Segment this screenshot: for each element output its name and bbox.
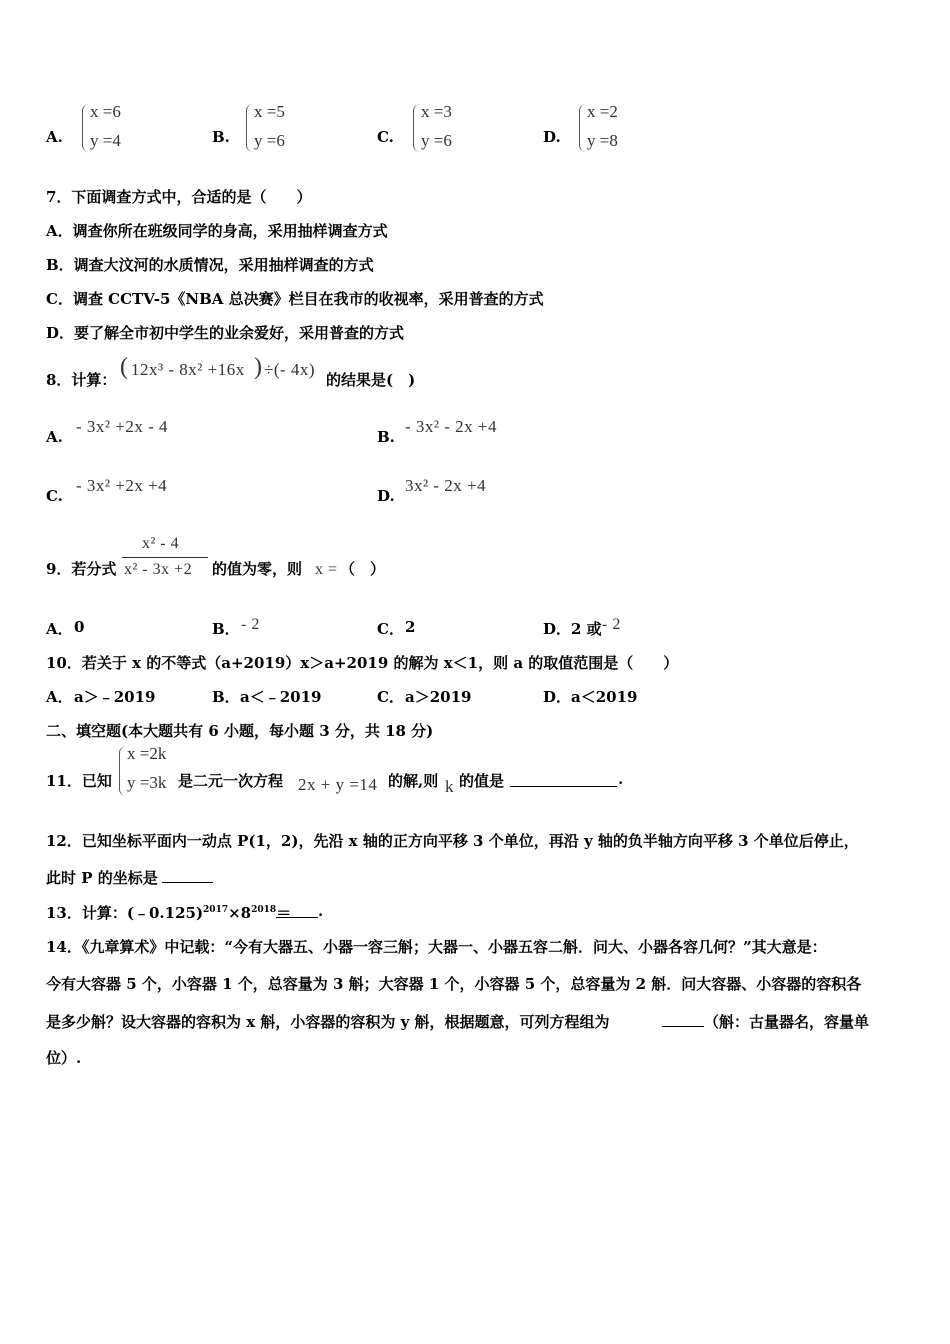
q8-option-b-label: B. <box>377 428 395 446</box>
q8-option-d-label: D. <box>377 487 395 505</box>
brace-icon <box>579 104 586 152</box>
q7-option-c: C．调查 CCTV-5《NBA 总决赛》栏目在我市的收视率，采用普查的方式 <box>46 290 544 308</box>
q8-option-c-label: C. <box>46 487 63 505</box>
q6-option-d-label: D. <box>543 128 561 146</box>
q13-end: . <box>318 902 324 920</box>
q10-option-b-label: B． <box>212 688 240 706</box>
q8-paren-close: ) <box>254 354 263 380</box>
q8-suffix: 的结果是( ) <box>326 371 416 389</box>
q12-line1: 12．已知坐标平面内一动点 P(1，2)，先沿 x 轴的正方向平移 3 个单位，再沿 y 轴的负半轴方向平移 3 个单位后停止， <box>46 832 859 850</box>
q6-option-a-label: A. <box>46 128 63 146</box>
q8-paren-open: ( <box>120 354 129 380</box>
q12-answer-blank[interactable] <box>162 866 213 883</box>
q11-suffix: 的值是 <box>459 772 505 790</box>
q7-option-b: B．调查大汶河的水质情况，采用抽样调查的方式 <box>46 256 374 274</box>
q6-option-c-label: C. <box>377 128 394 146</box>
q9-option-d-text: 2 或 <box>571 620 602 638</box>
q8-expr-body: 12x³ - 8x² +16x <box>131 360 245 379</box>
q6-option-c-line1: x =3 <box>421 102 452 121</box>
q6-option-a-line1: x =6 <box>90 102 121 121</box>
q6-option-d-line1: x =2 <box>587 102 618 121</box>
q10-option-c-text: a＞2019 <box>405 688 472 706</box>
q9-paren: （ ） <box>340 560 386 578</box>
brace-icon <box>246 104 253 152</box>
q9-option-d-label: D． <box>543 620 572 638</box>
q10-option-d-label: D． <box>543 688 572 706</box>
q11-end: . <box>618 770 624 788</box>
q11-k: k <box>445 777 454 796</box>
q13-exp2: 2018 <box>251 905 277 915</box>
q10-stem: 10．若关于 x 的不等式（a+2019）x＞a+2019 的解为 x＜1，则 a 的取值范围是（ ） <box>46 654 679 672</box>
q9-option-c-label: C． <box>377 620 404 638</box>
q9-option-a-label: A． <box>46 620 73 638</box>
q8-option-b-expr: - 3x² - 2x +4 <box>405 417 498 436</box>
q8-divisor: ÷(- 4x) <box>264 360 316 379</box>
q14-line4: 位）. <box>46 1049 82 1067</box>
q7-stem: 7．下面调查方式中，合适的是（ ） <box>46 188 312 206</box>
q7-option-a: A．调查你所在班级同学的身高，采用抽样调查方式 <box>46 222 388 240</box>
q13-answer-blank[interactable] <box>276 901 318 918</box>
q11-mid: 是二元一次方程 <box>178 772 284 790</box>
q6-option-a-line2: y =4 <box>90 131 121 150</box>
q9-x-equals: x = <box>315 561 338 578</box>
q13-prefix: 13．计算：(﹣0.125) <box>46 904 204 922</box>
q6-option-c-line2: y =6 <box>421 131 452 150</box>
q9-mid: 的值为零，则 <box>212 560 303 578</box>
q8-option-d-expr: 3x² - 2x +4 <box>405 476 487 495</box>
q9-option-d-text2: - 2 <box>602 616 621 633</box>
q6-option-b-line1: x =5 <box>254 102 285 121</box>
q9-prefix: 9．若分式 <box>46 560 117 578</box>
brace-icon <box>413 104 420 152</box>
q9-option-b-text: - 2 <box>241 616 260 633</box>
section-2-title: 二、填空题(本大题共有 6 小题，每小题 3 分，共 18 分) <box>46 722 434 740</box>
q9-option-b-label: B． <box>212 620 240 638</box>
q8-option-c-expr: - 3x² +2x +4 <box>76 476 168 495</box>
q13-exp1: 2017 <box>203 905 229 915</box>
q8-option-a-expr: - 3x² +2x - 4 <box>76 417 169 436</box>
q6-option-b-line2: y =6 <box>254 131 285 150</box>
q14-line2: 今有大容器 5 个，小容器 1 个，总容量为 3 斛；大容器 1 个，小容器 5 个，总容量为 2 斛．问大容器、小容器的容积各 <box>46 975 862 993</box>
q9-option-c-text: 2 <box>405 618 416 636</box>
q14-line1: 14．《九章算术》中记载：“今有大器五、小器一容三斛；大器一、小器五容二斛．问大、小器各容几何？”其大意是： <box>46 938 827 956</box>
q14-line3b: （斛：古量器名，容量单 <box>704 1013 870 1031</box>
q7-option-d: D．要了解全市初中学生的业余爱好，采用普查的方式 <box>46 324 405 342</box>
q10-option-a-text: a＞﹣2019 <box>74 688 156 706</box>
q13-eq: ＝ <box>276 904 292 922</box>
q10-option-b-text: a＜﹣2019 <box>240 688 322 706</box>
q13-times: ×8 <box>228 904 252 922</box>
brace-icon <box>82 104 89 152</box>
q8-prefix: 8．计算： <box>46 371 117 389</box>
q11-mid2: 的解,则 <box>388 772 439 790</box>
brace-icon <box>119 746 126 796</box>
q6-option-b-label: B. <box>212 128 230 146</box>
q13-expression <box>46 902 291 923</box>
q11-equation: 2x + y =14 <box>298 775 378 794</box>
q9-option-a-text: 0 <box>74 618 85 636</box>
q10-option-a-label: A． <box>46 688 73 706</box>
q11-line1: x =2k <box>127 744 167 763</box>
q14-answer-blank[interactable] <box>662 1010 704 1027</box>
q11-line2: y =3k <box>127 773 167 792</box>
q6-option-d-line2: y =8 <box>587 131 618 150</box>
q9-numerator: x² - 4 <box>142 535 180 552</box>
q10-option-d-text: a＜2019 <box>571 688 638 706</box>
q10-option-c-label: C． <box>377 688 404 706</box>
q11-answer-blank[interactable] <box>510 770 617 787</box>
q9-denominator: x² - 3x +2 <box>124 561 193 578</box>
q12-line2: 此时 P 的坐标是 <box>46 869 158 887</box>
q14-line3a: 是多少斛？设大容器的容积为 x 斛，小容器的容积为 y 斛，根据题意，可列方程组为 <box>46 1013 610 1031</box>
fraction-bar <box>122 557 208 558</box>
q8-option-a-label: A. <box>46 428 63 446</box>
q11-prefix: 11．已知 <box>46 772 112 790</box>
